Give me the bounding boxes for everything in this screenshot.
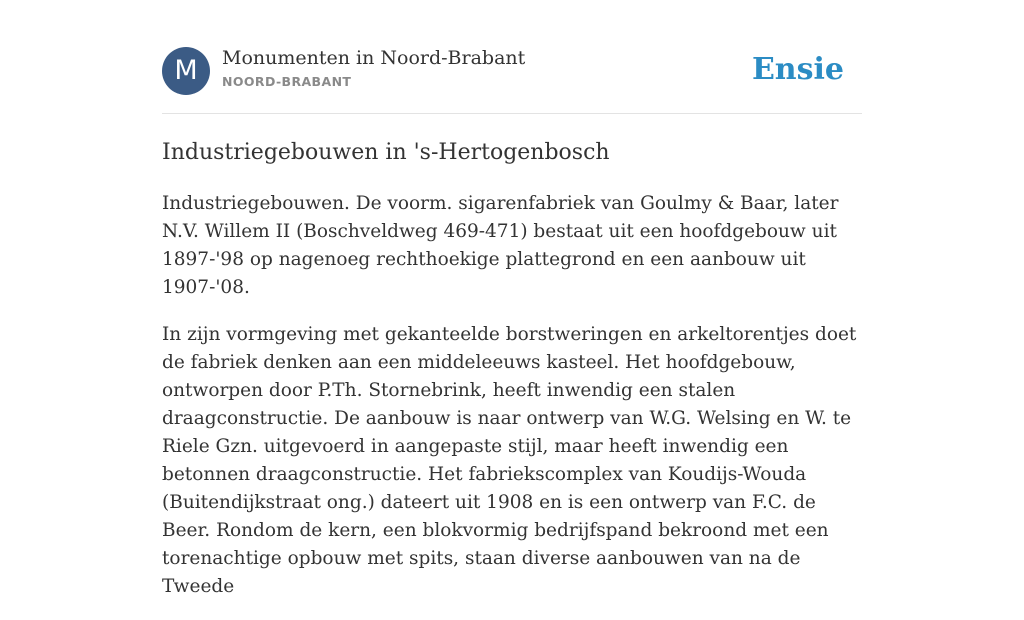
source-title-link[interactable]: Monumenten in Noord-Brabant <box>222 47 526 69</box>
article-paragraph: Industriegebouwen. De voorm. sigarenfabriek van Goulmy & Baar, later N.V. Willem II (Boschveldweg 469-471) bestaat uit een hoofdgebouw uit 1897-'98 op nagenoeg rechthoekige plattegrond en een aanbouw uit 1907-'08. <box>162 193 839 298</box>
avatar[interactable]: M <box>162 47 210 95</box>
article-title: Industriegebouwen in 's-Hertogenbosch <box>162 140 610 165</box>
header-divider <box>162 113 862 114</box>
ensie-logo[interactable]: Ensie <box>751 52 844 87</box>
source-header <box>162 46 862 96</box>
article-body <box>162 190 862 620</box>
source-subtitle: NOORD-BRABANT <box>222 74 352 89</box>
article-paragraph: In zijn vormgeving met gekanteelde borstweringen en arkeltorentjes doet de fabriek denken aan een middeleeuws kasteel. Het hoofdgebouw, ontworpen door P.Th. Stornebrink, heeft inwendig een stalen draagconstructie. De aanbouw is naar ontwerp van W.G. Welsing en W. te Riele Gzn. uitgevoerd in aangepaste stijl, maar heeft inwendig een betonnen draagconstructie. Het fabriekscomplex van Koudijs-Wouda (Buitendijkstraat ong.) dateert uit 1908 en is een ontwerp van F.C. de Beer. Rondom de kern, een blokvormig bedrijfspand bekroond met een torenachtige opbouw met spits, staan diverse aanbouwen van na de Tweede <box>162 324 857 597</box>
